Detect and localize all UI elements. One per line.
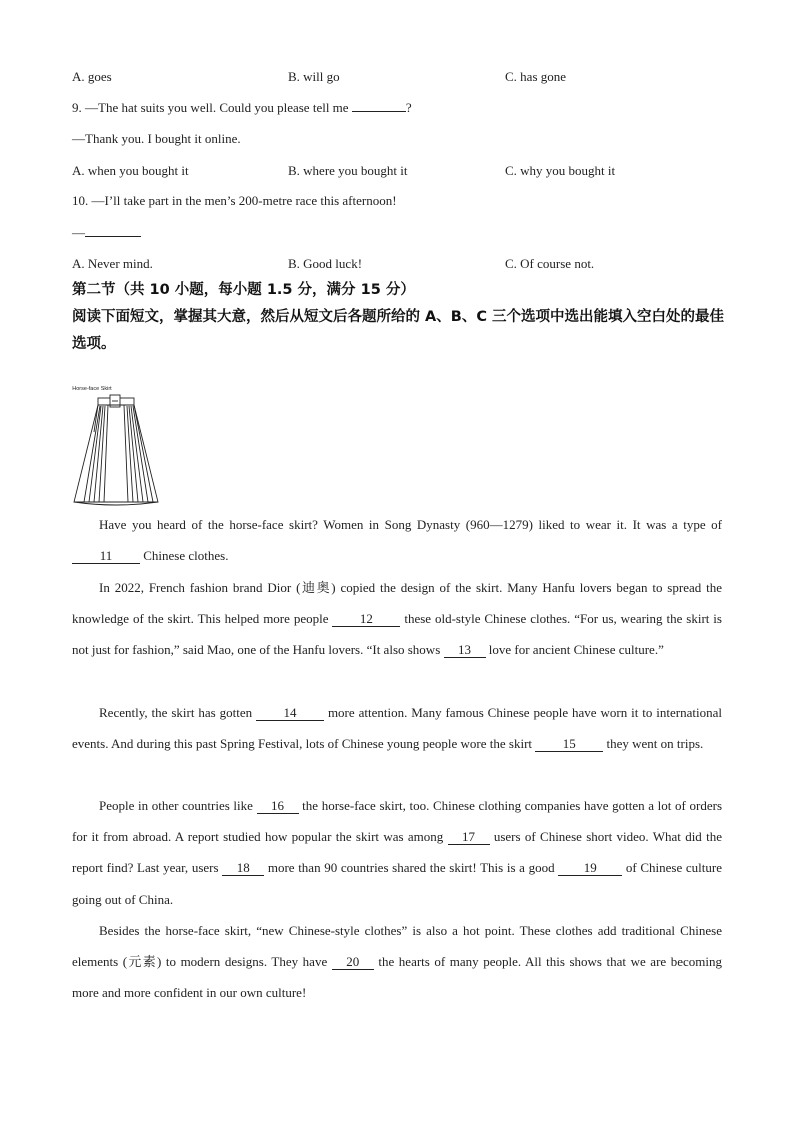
blank-11: 11 (72, 549, 140, 564)
passage-paragraph-2 (72, 572, 722, 666)
p2-text-2: these old-style Chinese clothes. “For us, wearing the skirt is not just for fashion,” said Mao, one of the Hanfu lovers. “It also shows (72, 611, 722, 658)
passage-paragraph-4 (72, 790, 722, 915)
q8-option-c: C. has gone (505, 69, 567, 84)
blank-20: 20 (332, 955, 374, 970)
q9-reply: —Thank you. I bought it online. (72, 131, 241, 146)
q8-option-b: B. will go (288, 69, 340, 84)
q8-option-a: A. goes (72, 69, 112, 84)
blank-14: 14 (256, 706, 324, 721)
p4-text-1: People in other countries like (99, 798, 257, 813)
q10-reply-dash: — (72, 225, 85, 240)
passage-paragraph-1 (72, 509, 722, 571)
blank-17: 17 (448, 830, 490, 845)
q9-option-b: B. where you bought it (288, 163, 408, 178)
blank-15: 15 (535, 737, 603, 752)
blank-12: 12 (332, 612, 400, 627)
section2-instruction: 阅读下面短文，掌握其大意，然后从短文后各题所给的 A、B、C 三个选项中选出能填入空白处的最佳选项。 (72, 309, 725, 352)
p3-text-3: they went on trips. (603, 736, 704, 752)
q10-option-a: A. Never mind. (72, 256, 153, 271)
passage-paragraph-3 (72, 697, 722, 759)
blank-19: 19 (558, 861, 622, 876)
p5-text-2: the hearts of many people. All this shows that we are becoming more and more confident in our own culture! (72, 954, 722, 1001)
blank-18: 18 (222, 861, 264, 876)
horse-face-skirt-illustration (70, 382, 162, 510)
p4-text-2: the horse-face skirt, too. Chinese clothing companies have gotten a lot of orders for it from abroad. A report studied how popular the skirt was among (72, 798, 722, 845)
p4-text-4: more than 90 countries shared the skirt! This is a good (264, 860, 559, 876)
figure-title: Horse-face Skirt (72, 386, 112, 392)
q9-stem-end: ? (405, 100, 412, 115)
q9-option-c: C. why you bought it (505, 163, 616, 178)
q10-option-b: B. Good luck! (288, 256, 363, 271)
p2-text-1: In 2022, French fashion brand Dior (迪奥) copied the design of the skirt. Many Hanfu lovers began to spread the knowledge of the skirt. This helped more people (72, 580, 722, 627)
passage-paragraph-5 (72, 915, 722, 1009)
p2-text-3: love for ancient Chinese culture.” (485, 642, 664, 658)
section2-title: 第二节（共 10 小题，每小题 1.5 分，满分 15 分） (72, 282, 415, 298)
q10-blank (85, 236, 141, 237)
q9-option-a: A. when you bought it (72, 163, 189, 178)
p4-text-5: of Chinese culture going out of China. (72, 860, 722, 907)
q10-option-c: C. Of course not. (505, 256, 595, 271)
q9-blank (352, 111, 406, 112)
p5-text-1: Besides the horse-face skirt, “new Chinese-style clothes” is also a hot point. These clothes add traditional Chinese elements (元素) to modern designs. They have (72, 923, 722, 970)
p3-text-2: more attention. Many famous Chinese people have worn it to international events. And during this past Spring Festival, lots of Chinese young people wore the skirt (72, 705, 723, 752)
p1-text-2: Chinese clothes. (140, 548, 229, 564)
q10-reply (72, 224, 141, 242)
p3-text-1: Recently, the skirt has gotten (99, 705, 257, 720)
q10-stem: 10. —I’ll take part in the men’s 200-metre race this afternoon! (72, 193, 397, 208)
q9-stem-text: 9. —The hat suits you well. Could you please tell me (72, 100, 349, 115)
p4-text-3: users of Chinese short video. What did the report find? Last year, users (72, 829, 722, 876)
p1-text-1: Have you heard of the horse-face skirt? Women in Song Dynasty (960—1279) liked to wear it. It was a type of (99, 517, 722, 532)
blank-13: 13 (444, 643, 486, 658)
q9-stem (72, 99, 412, 117)
blank-16: 16 (257, 799, 299, 814)
